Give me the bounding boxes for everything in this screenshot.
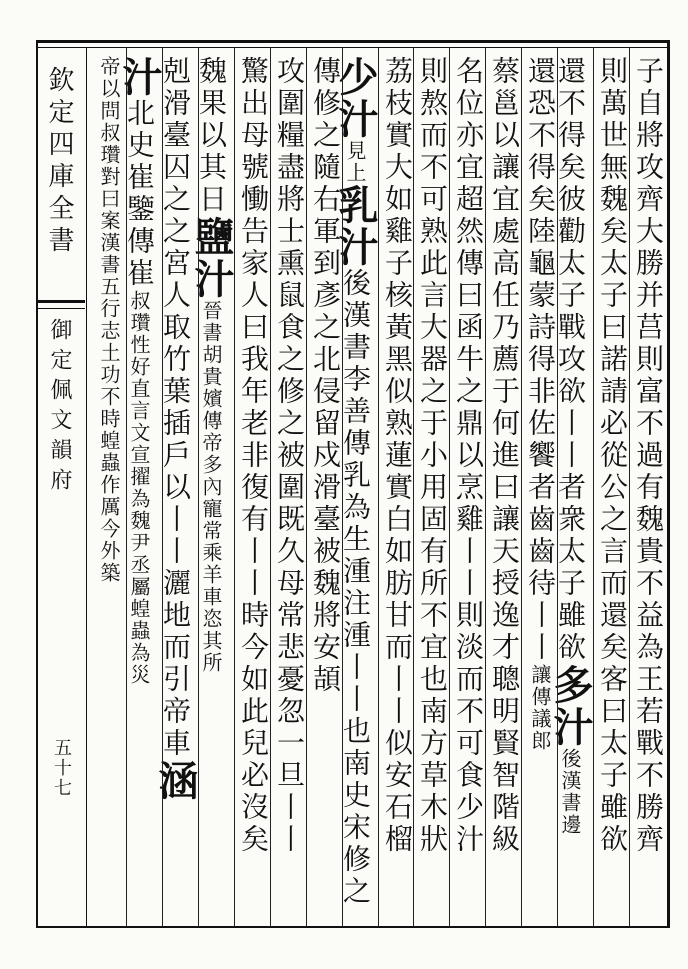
text-column xyxy=(524,56,557,752)
annotation-text: 讓傳議郎 xyxy=(528,664,552,752)
column-rule xyxy=(306,47,307,926)
body-text: 則熬而不可熟此言大器之于小用固有所不宜也南方草木狀 xyxy=(416,56,449,856)
body-text: 剋滑臺囚之 xyxy=(159,56,192,216)
body-text: 蔡邕以讓宜處高任乃薦于何進曰讓天授逸才聰明賢智階級 xyxy=(488,56,521,856)
text-column xyxy=(596,56,629,856)
margin-divider xyxy=(86,47,87,926)
text-column xyxy=(93,56,123,584)
headword: 鹽汁 xyxy=(188,216,235,300)
body-text: 攻圍糧盡將士熏鼠食之修之被圍既久母常悲憂忽一旦丨丨 xyxy=(273,56,306,856)
body-text: 北史崔鑒傳崔 xyxy=(123,98,156,290)
annotation-text: 見上 xyxy=(343,140,367,184)
book-subtitle: 御定佩文韻府 xyxy=(47,318,72,498)
column-rule xyxy=(342,47,343,926)
headword: 汁 xyxy=(116,56,163,98)
column-rule xyxy=(234,47,235,926)
headword: 多汁 xyxy=(547,664,594,748)
text-column xyxy=(416,56,449,856)
column-rule xyxy=(270,47,271,926)
column-rule xyxy=(557,47,558,926)
frame-bottom-rule xyxy=(36,926,670,928)
text-column xyxy=(188,56,235,674)
column-rule xyxy=(593,47,594,926)
frame-left-rule xyxy=(36,40,38,928)
text-column xyxy=(488,56,521,856)
text-column xyxy=(632,56,665,856)
fishtail-mark-inner xyxy=(37,308,85,309)
headword: 乳汁 xyxy=(332,184,379,268)
fishtail-mark xyxy=(37,300,85,303)
text-column xyxy=(152,56,199,802)
body-text: 名位亦宜超然傳曰函牛之鼎以烹雞丨丨則淡而不可食少汁 xyxy=(452,56,485,856)
text-column xyxy=(332,56,379,908)
frame-top-inner-rule xyxy=(36,47,670,48)
body-text: 傳修之隨右軍到彥之北侵留戍滑臺被魏將安頡 xyxy=(309,56,342,696)
annotation-text: 後漢書邊 xyxy=(558,748,582,836)
column-rule xyxy=(521,47,522,926)
column-rule xyxy=(162,47,163,926)
headword: 少汁 xyxy=(332,56,379,140)
frame-right-rule xyxy=(667,40,670,928)
body-text: 還不得矣彼勸太子戰攻欲丨丨者衆太子雖欲 xyxy=(554,56,587,664)
headword: 涵 xyxy=(152,760,199,802)
column-rule xyxy=(449,47,450,926)
text-column xyxy=(309,56,342,696)
text-column xyxy=(381,56,414,856)
text-column xyxy=(547,56,594,836)
text-column xyxy=(452,56,485,856)
text-column xyxy=(116,56,163,686)
page-number: 五十七 xyxy=(51,738,72,798)
frame-top-rule xyxy=(36,40,670,43)
column-rule xyxy=(629,47,630,926)
annotation-text: 帝以問叔瓚對曰案漢書五行志土功不時蝗蟲作厲今外築 xyxy=(97,56,121,584)
body-text: 後漢書李善傳乳為生湩注湩丨丨也南史宋修之 xyxy=(339,268,372,908)
body-text: 之宮人取竹葉插戶以丨丨灑地而引帝車 xyxy=(159,216,192,760)
body-text: 魏果以其日 xyxy=(195,56,228,216)
body-text: 子自將攻齊大勝并莒則富不過有魏貴不益為王若戰不勝齊 xyxy=(632,56,665,856)
annotation-text: 叔瓚性好直言文宣擢為魏尹丞屬蝗蟲為災 xyxy=(127,290,151,686)
body-text: 則萬世無魏矣太子曰諾請必從公之言而還矣客曰太子雖欲 xyxy=(596,56,629,856)
column-rule xyxy=(378,47,379,926)
annotation-text: 晉書胡貴嬪傳帝多內寵常乘羊車恣其所 xyxy=(199,300,223,674)
body-text: 還恐不得矣陸龜蒙詩得非佐饗者齒齒待丨丨 xyxy=(524,56,557,664)
body-text: 驚出母號慟告家人曰我年老非復有丨丨時今如此兒必沒矣 xyxy=(237,56,270,856)
column-rule xyxy=(485,47,486,926)
body-text: 荔枝實大如雞子核黃黑似熟蓮實白如肪甘而丨丨似安石榴 xyxy=(381,56,414,856)
column-rule xyxy=(126,47,127,926)
text-column xyxy=(237,56,270,856)
text-column xyxy=(273,56,306,856)
book-title: 欽定四庫全書 xyxy=(44,66,74,258)
